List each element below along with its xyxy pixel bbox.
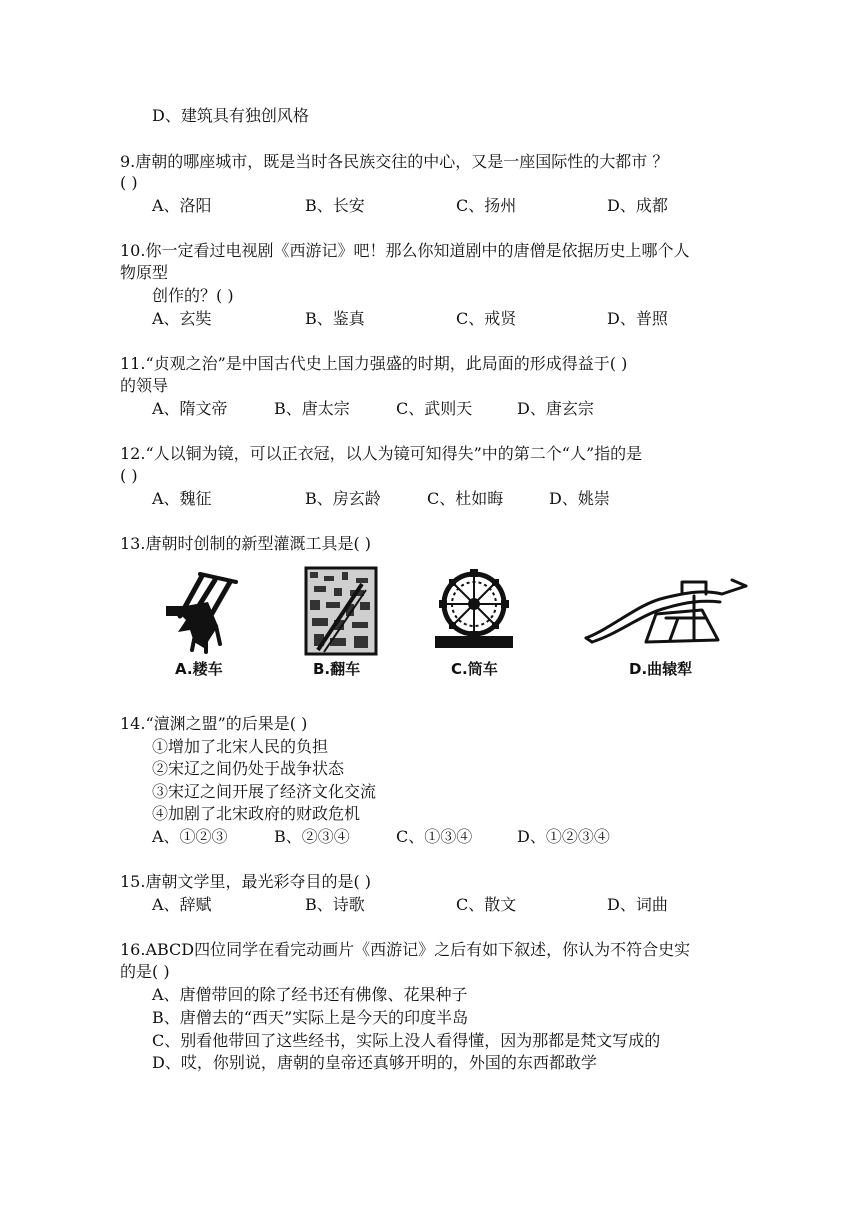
q16-option-b: B、唐僧去的“西天”实际上是今天的印度半岛 (152, 1008, 469, 1027)
figure-caption-c: C.筒车 (451, 660, 498, 678)
q9-option-c: C、扬州 (456, 196, 517, 215)
figure-caption-d: D.曲辕犁 (629, 660, 693, 678)
q15-stem-line1: 15.唐朝文学里，最光彩夺目的是( ) (120, 872, 372, 891)
tube-wheel-figure (433, 566, 515, 652)
q14-item-2: ②宋辽之间仍处于战争状态 (152, 759, 345, 778)
q14-item-4: ④加剧了北宋政府的财政危机 (152, 804, 361, 823)
q15-option-d: D、词曲 (607, 895, 668, 914)
q9-option-a: A、洛阳 (152, 196, 212, 215)
q11-option-a: A、隋文帝 (152, 399, 228, 418)
q12-option-d: D、姚崇 (549, 489, 610, 508)
q11-stem-line2: 的领导 (120, 376, 169, 395)
q10-option-d: D、普照 (607, 309, 668, 328)
q11-option-c: C、武则天 (396, 399, 473, 418)
seeder-figure (160, 568, 250, 656)
q10-stem-line1: 10.你一定看过电视剧《西游记》吧！那么你知道剧中的唐僧是依据历史上哪个人 (120, 241, 690, 260)
q14-option-b: B、②③④ (274, 827, 350, 846)
q16-option-c: C、别看他带回了这些经书，实际上没人看得懂，因为那都是梵文写成的 (152, 1031, 661, 1050)
q10-option-b: B、鉴真 (305, 309, 365, 328)
q9-option-b: B、长安 (305, 196, 365, 215)
q14-option-d: D、①②③④ (517, 827, 610, 846)
q10-option-a: A、玄奘 (152, 309, 212, 328)
q14-option-a: A、①②③ (152, 827, 228, 846)
q16-option-d: D、哎，你别说，唐朝的皇帝还真够开明的，外国的东西都敢学 (152, 1053, 597, 1072)
q9-stem-line2: ( ) (120, 173, 138, 192)
q12-option-c: C、杜如晦 (427, 489, 504, 508)
q10-stem-line3: 创作的？( ) (152, 286, 234, 305)
q14-option-c: C、①③④ (396, 827, 473, 846)
q16-stem-line1: 16.ABCD四位同学在看完动画片《西游记》之后有如下叙述，你认为不符合史实 (120, 940, 691, 959)
q13-stem-line1: 13.唐朝时创制的新型灌溉工具是( ) (120, 534, 372, 553)
q11-stem-line1: 11.“贞观之治”是中国古代史上国力强盛的时期，此局面的形成得益于( ) (120, 354, 628, 373)
q15-option-a: A、辞赋 (152, 895, 212, 914)
q15-option-c: C、散文 (456, 895, 517, 914)
q15-option-b: B、诗歌 (305, 895, 365, 914)
q12-option-b: B、房玄龄 (305, 489, 381, 508)
q10-stem-line2: 物原型 (120, 263, 169, 282)
q10-option-c: C、戒贤 (456, 309, 517, 328)
q16-option-a: A、唐僧带回的除了经书还有佛像、花果种子 (152, 985, 468, 1004)
q11-option-d: D、唐玄宗 (517, 399, 594, 418)
q9-option-d: D、成都 (607, 196, 668, 215)
chain-pump-figure (304, 566, 378, 656)
figure-caption-a: A.耧车 (175, 660, 223, 678)
q14-item-3: ③宋辽之间开展了经济文化交流 (152, 782, 377, 801)
q8-option-d: D、建筑具有独创风格 (152, 106, 309, 125)
q16-stem-line2: 的是( ) (120, 962, 170, 981)
q14-item-1: ①增加了北宋人民的负担 (152, 737, 329, 756)
q9-stem-line1: 9.唐朝的哪座城市，既是当时各民族交往的中心，又是一座国际性的大都市 ？ (120, 152, 669, 171)
figure-caption-b: B.翻车 (313, 660, 361, 678)
q12-stem-line2: ( ) (120, 466, 138, 485)
q14-stem-line1: 14.“澶渊之盟”的后果是( ) (120, 714, 308, 733)
q11-option-b: B、唐太宗 (274, 399, 350, 418)
q12-stem-line1: 12.“人以铜为镜，可以正衣冠，以人为镜可知得失”中的第二个“人”指的是 (120, 444, 643, 463)
q12-option-a: A、魏征 (152, 489, 212, 508)
curved-plow-figure (582, 574, 750, 650)
